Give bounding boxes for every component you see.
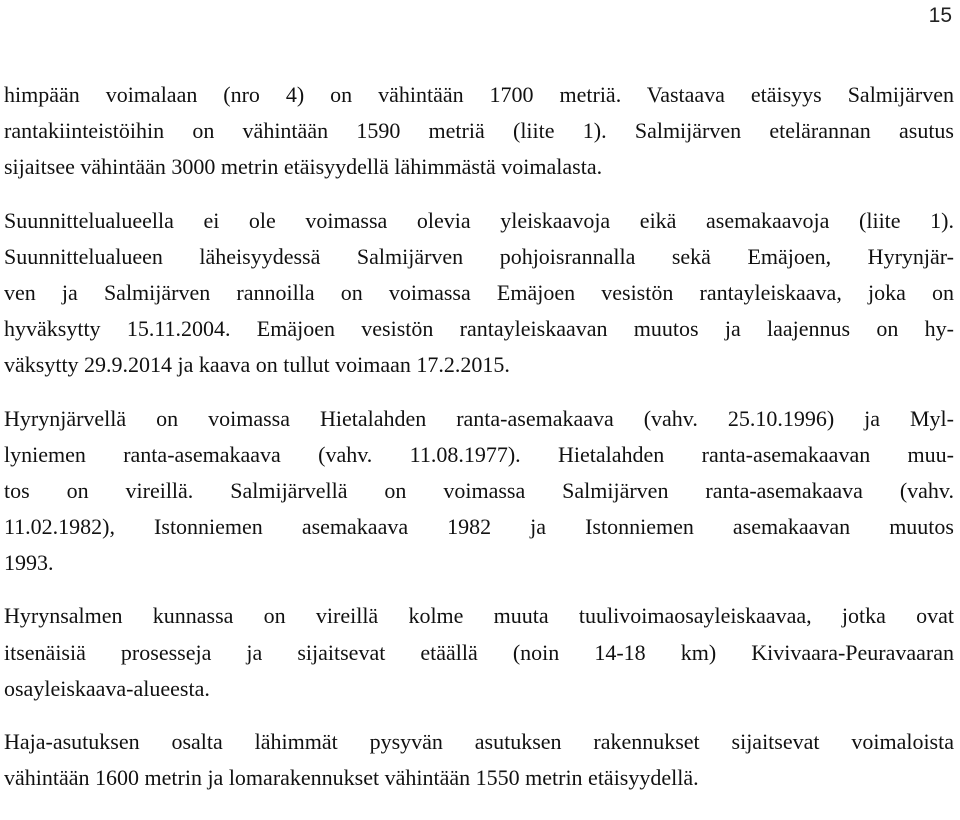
text-line: itsenäisiä prosesseja ja sijaitsevat etäällä (noin 14-18 km) Kivivaara-Peuravaaran: [4, 639, 954, 665]
text-line: lyniemen ranta-asemakaava (vahv. 11.08.1977). Hietalahden ranta-asemakaavan muu-: [4, 441, 954, 467]
text-line: ven ja Salmijärven rannoilla on voimassa Emäjoen vesistön rantayleiskaava, joka on: [4, 279, 954, 305]
page-number: 15: [928, 4, 952, 27]
paragraph-settlement: [4, 724, 954, 796]
text-line: väksytty 29.9.2014 ja kaava on tullut voimaan 17.2.2015.: [4, 352, 510, 378]
document-body: [4, 77, 954, 813]
text-line: sijaitsee vähintään 3000 metrin etäisyydellä lähimmästä voimalasta.: [4, 154, 603, 180]
text-line: Suunnittelualueen läheisyydessä Salmijärven pohjoisrannalla sekä Emäjoen, Hyrynjär-: [4, 243, 954, 269]
text-line: 1993.: [4, 550, 54, 576]
paragraph-shore-plans: [4, 401, 954, 582]
paragraph-other-projects: [4, 598, 954, 707]
text-line: Hyrynsalmen kunnassa on vireillä kolme muuta tuulivoimaosayleiskaavaa, jotka ovat: [4, 603, 954, 629]
text-line: vähintään 1600 metrin ja lomarakennukset vähintään 1550 metrin etäisyydellä.: [4, 765, 699, 791]
text-line: himpään voimalaan (nro 4) on vähintään 1700 metriä. Vastaava etäisyys Salmijärven: [4, 82, 954, 107]
text-line: 11.02.1982), Istonniemen asemakaava 1982 ja Istonniemen asemakaavan muutos: [4, 514, 954, 540]
text-line: rantakiinteistöihin on vähintään 1590 metriä (liite 1). Salmijärven etelärannan asutus: [4, 118, 954, 144]
text-line: Hyrynjärvellä on voimassa Hietalahden ranta-asemakaava (vahv. 25.10.1996) ja Myl-: [4, 405, 954, 431]
paragraph-plans: [4, 203, 954, 384]
text-line: tos on vireillä. Salmijärvellä on voimassa Salmijärven ranta-asemakaava (vahv.: [4, 477, 954, 503]
paragraph-distances: [4, 77, 954, 186]
text-line: hyväksytty 15.11.2004. Emäjoen vesistön rantayleiskaavan muutos ja laajennus on hy-: [4, 316, 954, 342]
text-line: osayleiskaava-alueesta.: [4, 675, 210, 701]
text-line: Haja-asutuksen osalta lähimmät pysyvän asutuksen rakennukset sijaitsevat voimaloista: [4, 729, 954, 754]
text-line: Suunnittelualueella ei ole voimassa olevia yleiskaavoja eikä asemakaavoja (liite 1).: [4, 207, 954, 233]
